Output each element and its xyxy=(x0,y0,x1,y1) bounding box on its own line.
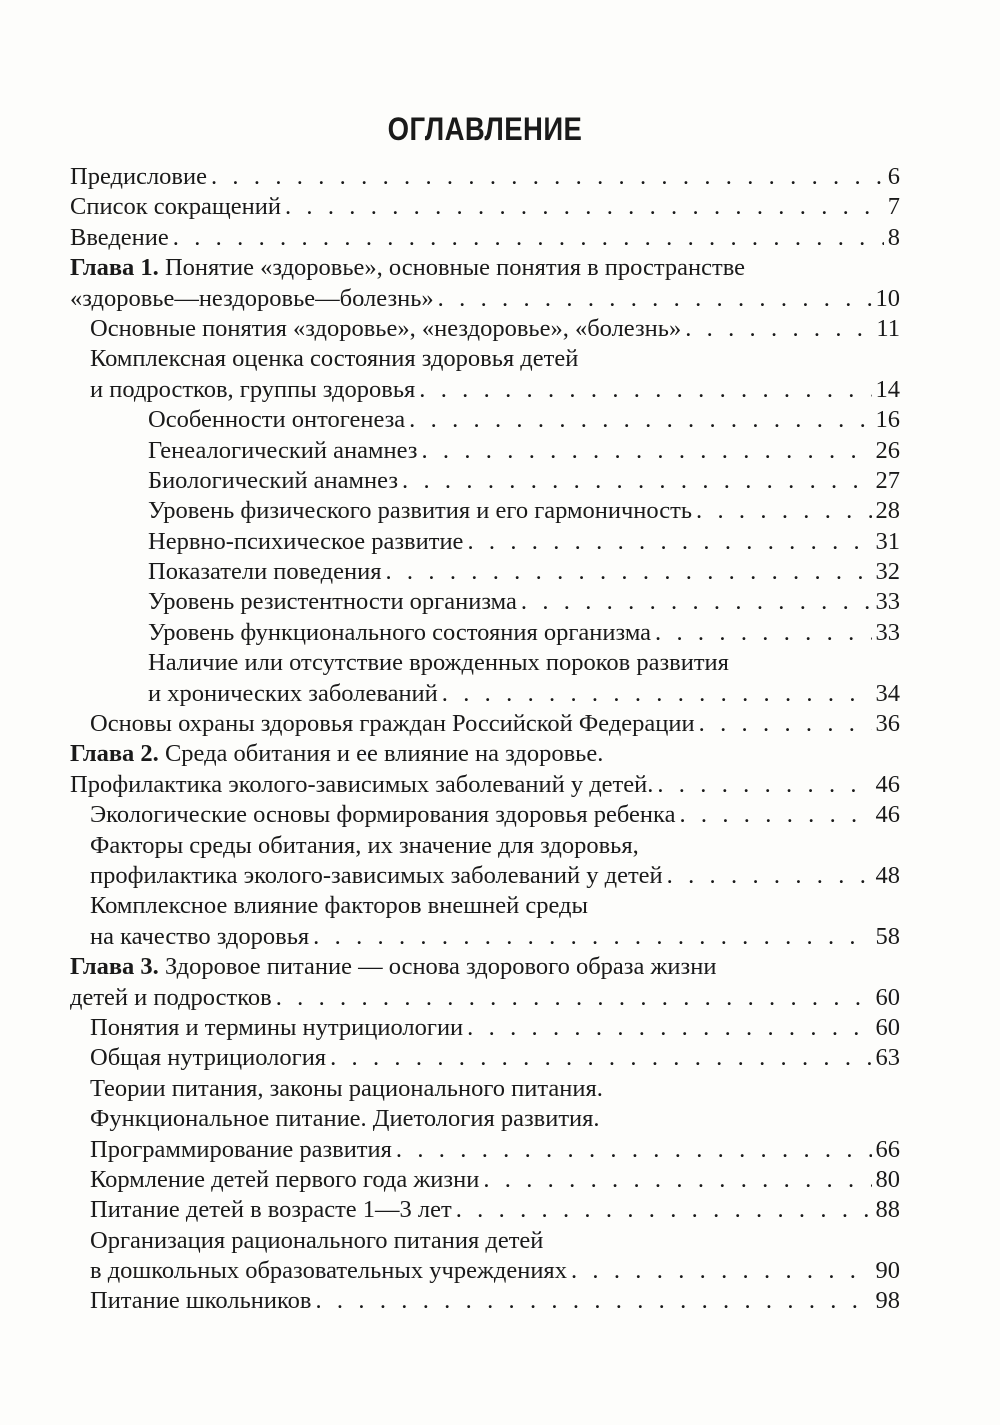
dot-leader xyxy=(483,1165,871,1195)
toc-entry-title xyxy=(70,740,603,767)
toc-entry-title xyxy=(90,832,639,859)
page-number: 33 xyxy=(875,588,900,616)
toc-entry-line xyxy=(70,831,900,861)
toc-entry-title xyxy=(90,1013,463,1043)
toc-entry-line xyxy=(70,679,900,709)
toc-entry[interactable] xyxy=(70,1286,900,1316)
toc-entry-title xyxy=(90,1165,479,1195)
toc-entry-text: Экологические основы формирования здоровья ребенка xyxy=(90,801,676,829)
toc-entry[interactable] xyxy=(70,557,900,587)
toc-page xyxy=(70,108,900,1317)
toc-entry-text: Список сокращений xyxy=(70,193,281,221)
toc-entry-title xyxy=(148,436,417,466)
toc-entry-text: «здоровье—нездоровье—болезнь» xyxy=(70,284,434,312)
toc-entry-title xyxy=(70,284,434,314)
dot-leader xyxy=(521,587,872,617)
toc-entry-text: Показатели поведения xyxy=(148,558,382,586)
page-number: 28 xyxy=(875,497,900,525)
page-number: 60 xyxy=(875,983,900,1011)
toc-entry-title xyxy=(90,375,415,405)
toc-entry-title xyxy=(148,618,651,648)
toc-entry-text: в дошкольных образовательных учреждениях xyxy=(90,1257,567,1285)
dot-leader xyxy=(685,314,872,344)
toc-entry-text: Питание школьников xyxy=(90,1287,312,1315)
toc-entry[interactable] xyxy=(70,436,900,466)
toc-entry-text: Особенности онтогенеза xyxy=(148,406,406,434)
toc-entry-line xyxy=(70,405,900,435)
toc-entry-text: Нервно-психическое развитие xyxy=(148,527,464,555)
toc-entry-title xyxy=(90,1195,452,1225)
toc-entry-text: Понятие «здоровье», основные понятия в пространстве xyxy=(164,254,745,282)
toc-entry-title xyxy=(90,345,578,372)
dot-leader xyxy=(385,557,871,587)
toc-entry-title xyxy=(90,1075,603,1102)
toc-entry-text: Комплексное влияние факторов внешней среды xyxy=(90,892,588,920)
page-number: 26 xyxy=(875,436,900,464)
dot-leader xyxy=(315,1286,871,1316)
page-number: 46 xyxy=(875,770,900,798)
toc-entry-title xyxy=(70,223,169,253)
toc-entry[interactable] xyxy=(70,709,900,739)
toc-entry[interactable] xyxy=(70,952,900,1013)
page-number: 33 xyxy=(875,618,900,646)
toc-entry-text: Уровень физического развития и его гармоничность xyxy=(148,497,693,525)
toc-entry-line xyxy=(70,800,900,830)
toc-entry[interactable] xyxy=(70,162,900,192)
toc-entry-text: профилактика эколого-зависимых заболеваний у детей xyxy=(90,861,663,889)
toc-entry-text: Здоровое питание — основа здорового образа жизни xyxy=(164,953,717,981)
toc-entry-title xyxy=(90,1105,600,1132)
toc-entry-line xyxy=(70,557,900,587)
toc-entry[interactable] xyxy=(70,466,900,496)
page-number: 6 xyxy=(887,163,900,190)
dot-leader xyxy=(402,466,871,496)
page-number: 34 xyxy=(875,679,900,707)
toc-entry[interactable] xyxy=(70,831,900,892)
page-title: ОГЛАВЛЕНИЕ xyxy=(387,111,583,147)
toc-entry[interactable] xyxy=(70,1195,900,1225)
toc-entry[interactable] xyxy=(70,1043,900,1073)
toc-entry-line xyxy=(70,1135,900,1165)
toc-entry-text: Общая нутрициология xyxy=(90,1044,327,1072)
toc-entry-title xyxy=(148,527,463,557)
toc-entry-line xyxy=(70,223,900,253)
toc-entry-line xyxy=(70,314,900,344)
toc-entry-text: Функциональное питание. Диетология развития. xyxy=(90,1105,600,1133)
toc-entry-line xyxy=(70,1286,900,1316)
dot-leader xyxy=(467,527,871,557)
toc-entry-text: Предисловие xyxy=(70,163,207,190)
toc-entry-line xyxy=(70,618,900,648)
dot-leader xyxy=(330,1043,871,1073)
toc-entry-line xyxy=(70,1226,900,1256)
toc-entry-text: на качество здоровья xyxy=(90,922,310,950)
toc-entry-text: детей и подростков xyxy=(70,983,272,1011)
toc-entry-text: и подростков, группы здоровья xyxy=(90,375,416,403)
toc-entry-line xyxy=(70,1043,900,1073)
toc-entry-line xyxy=(70,1165,900,1195)
toc-entry[interactable] xyxy=(70,1226,900,1287)
toc-entry-title xyxy=(90,861,663,891)
dot-leader xyxy=(667,861,872,891)
dot-leader xyxy=(313,922,871,952)
page-number: 8 xyxy=(887,223,900,251)
page-number: 66 xyxy=(875,1135,900,1163)
toc-entry-text: Организация рационального питания детей xyxy=(90,1226,544,1254)
toc-entry-text: Введение xyxy=(70,223,169,251)
toc-entry-title xyxy=(90,800,675,830)
toc-entry-text: Наличие или отсутствие врожденных пороков развития xyxy=(148,649,729,677)
page-number: 10 xyxy=(875,284,900,312)
dot-leader xyxy=(456,1195,872,1225)
toc-entry-line xyxy=(70,648,900,678)
toc-entry-title xyxy=(148,466,398,496)
toc-entry-text: Основные понятия «здоровье», «нездоровье», «болезнь» xyxy=(90,314,682,342)
toc-entry[interactable] xyxy=(70,739,900,800)
dot-leader xyxy=(442,679,872,709)
page-number: 14 xyxy=(875,375,900,403)
page-number: 60 xyxy=(875,1013,900,1041)
toc-entry-text: Профилактика эколого-зависимых заболеваний у детей. xyxy=(70,770,654,798)
toc-entry-title xyxy=(90,314,681,344)
dot-leader xyxy=(173,223,884,253)
toc-entry-text: Основы охраны здоровья граждан Российской Федерации xyxy=(90,710,695,738)
toc-entry[interactable] xyxy=(70,344,900,405)
toc-entry-line xyxy=(70,284,900,314)
toc-entry-title xyxy=(70,983,272,1013)
toc-entry-line xyxy=(70,922,900,952)
toc-entry-line xyxy=(70,587,900,617)
toc-entry-text: Питание детей в возрасте 1—3 лет xyxy=(90,1196,452,1224)
toc-entry-title xyxy=(70,770,653,800)
toc-entry-text: Биологический анамнез xyxy=(148,466,399,494)
toc-entry-line xyxy=(70,253,900,283)
toc-entry-line xyxy=(70,375,900,405)
page-number: 27 xyxy=(875,466,900,494)
toc-entry[interactable] xyxy=(70,618,900,648)
page-number: 7 xyxy=(887,193,900,221)
toc-entry-line xyxy=(70,891,900,921)
toc-entry[interactable] xyxy=(70,496,900,526)
toc-entry-text: Генеалогический анамнез xyxy=(148,436,418,464)
toc-entry-line xyxy=(70,861,900,891)
toc-entry-text: Среда обитания и ее влияние на здоровье. xyxy=(164,740,604,768)
toc-entry-title xyxy=(70,254,745,281)
toc-entry-text: Уровень функционального состояния организма xyxy=(148,618,652,646)
toc-entry-title xyxy=(70,192,281,222)
toc-entry-text: Программирование развития xyxy=(90,1135,392,1163)
toc-entry-line xyxy=(70,1104,900,1134)
dot-leader xyxy=(419,375,871,405)
toc-entry[interactable] xyxy=(70,253,900,314)
dot-leader xyxy=(285,192,884,222)
toc-entry-line xyxy=(70,344,900,374)
page-number: 46 xyxy=(875,801,900,829)
toc-entry-title xyxy=(90,709,695,739)
toc-entry-title xyxy=(70,953,716,980)
dot-leader xyxy=(211,162,884,192)
toc-entry-title xyxy=(90,1256,567,1286)
dot-leader xyxy=(657,770,871,800)
toc-entry-line xyxy=(70,527,900,557)
toc-entry-text: Понятия и термины нутрициологии xyxy=(90,1013,464,1041)
toc-entry-line xyxy=(70,1074,900,1104)
toc-entry-line xyxy=(70,983,900,1013)
toc-entry-line xyxy=(70,466,900,496)
toc-entry-text: Кормление детей первого года жизни xyxy=(90,1165,480,1193)
page-number: 32 xyxy=(875,558,900,586)
page-number: 16 xyxy=(875,406,900,434)
dot-leader xyxy=(396,1135,872,1165)
toc-entry-line xyxy=(70,952,900,982)
toc-entry[interactable] xyxy=(70,1013,900,1043)
toc-entry-title xyxy=(148,405,405,435)
page-number: 63 xyxy=(875,1044,900,1072)
toc-entry-title xyxy=(148,679,438,709)
toc-entry-title xyxy=(148,496,692,526)
dot-leader xyxy=(409,405,871,435)
toc-entry[interactable] xyxy=(70,1165,900,1195)
dot-leader xyxy=(655,618,871,648)
toc-entry[interactable] xyxy=(70,314,900,344)
dot-leader xyxy=(696,496,871,526)
toc-entry-line xyxy=(70,739,900,769)
toc-entry[interactable] xyxy=(70,1074,900,1165)
dot-leader xyxy=(438,284,872,314)
toc-entry-line xyxy=(70,436,900,466)
toc-entry-line xyxy=(70,1013,900,1043)
toc-entry[interactable] xyxy=(70,800,900,830)
toc-entry-line xyxy=(70,496,900,526)
toc-entry-title xyxy=(148,557,381,587)
toc-entry-text: Уровень резистентности организма xyxy=(148,588,517,616)
toc-entry[interactable] xyxy=(70,587,900,617)
toc-entry-line xyxy=(70,1256,900,1286)
table-of-contents xyxy=(70,162,900,1317)
page-number: 48 xyxy=(875,861,900,889)
toc-entry-text: и хронических заболеваний xyxy=(148,679,438,707)
dot-leader xyxy=(421,436,871,466)
toc-entry-title xyxy=(90,1135,392,1165)
toc-entry[interactable] xyxy=(70,527,900,557)
page-number: 88 xyxy=(875,1196,900,1224)
dot-leader xyxy=(571,1256,872,1286)
toc-entry-text: Комплексная оценка состояния здоровья детей xyxy=(90,345,579,373)
toc-entry-title xyxy=(90,1043,326,1073)
dot-leader xyxy=(699,709,872,739)
toc-entry-line xyxy=(70,192,900,222)
toc-entry[interactable] xyxy=(70,405,900,435)
page-number: 36 xyxy=(875,710,900,738)
page-number: 90 xyxy=(875,1257,900,1285)
chapter-label: Глава 3. xyxy=(70,953,159,981)
toc-entry[interactable] xyxy=(70,648,900,709)
toc-entry-title xyxy=(90,922,309,952)
page-number: 31 xyxy=(875,527,900,555)
page-number: 98 xyxy=(875,1287,900,1315)
toc-entry-title xyxy=(148,587,517,617)
dot-leader xyxy=(276,983,872,1013)
toc-entry[interactable] xyxy=(70,223,900,253)
chapter-label: Глава 1. xyxy=(70,254,159,282)
toc-entry-line xyxy=(70,1195,900,1225)
page-number: 80 xyxy=(875,1165,900,1193)
toc-entry-line xyxy=(70,162,900,192)
toc-entry-text: Теории питания, законы рационального питания. xyxy=(90,1074,603,1102)
toc-entry-title xyxy=(70,162,207,192)
toc-entry-text: Факторы среды обитания, их значение для здоровья, xyxy=(90,831,639,859)
page-number: 11 xyxy=(876,314,900,342)
dot-leader xyxy=(679,800,871,830)
toc-entry[interactable] xyxy=(70,891,900,952)
chapter-label: Глава 2. xyxy=(70,740,159,768)
toc-entry[interactable] xyxy=(70,192,900,222)
toc-entry-title xyxy=(148,649,729,676)
toc-entry-title xyxy=(90,892,588,919)
toc-entry-line xyxy=(70,709,900,739)
dot-leader xyxy=(467,1013,871,1043)
toc-entry-line xyxy=(70,770,900,800)
page-number: 58 xyxy=(875,922,900,950)
toc-entry-title xyxy=(90,1227,543,1254)
toc-entry-title xyxy=(90,1286,311,1316)
